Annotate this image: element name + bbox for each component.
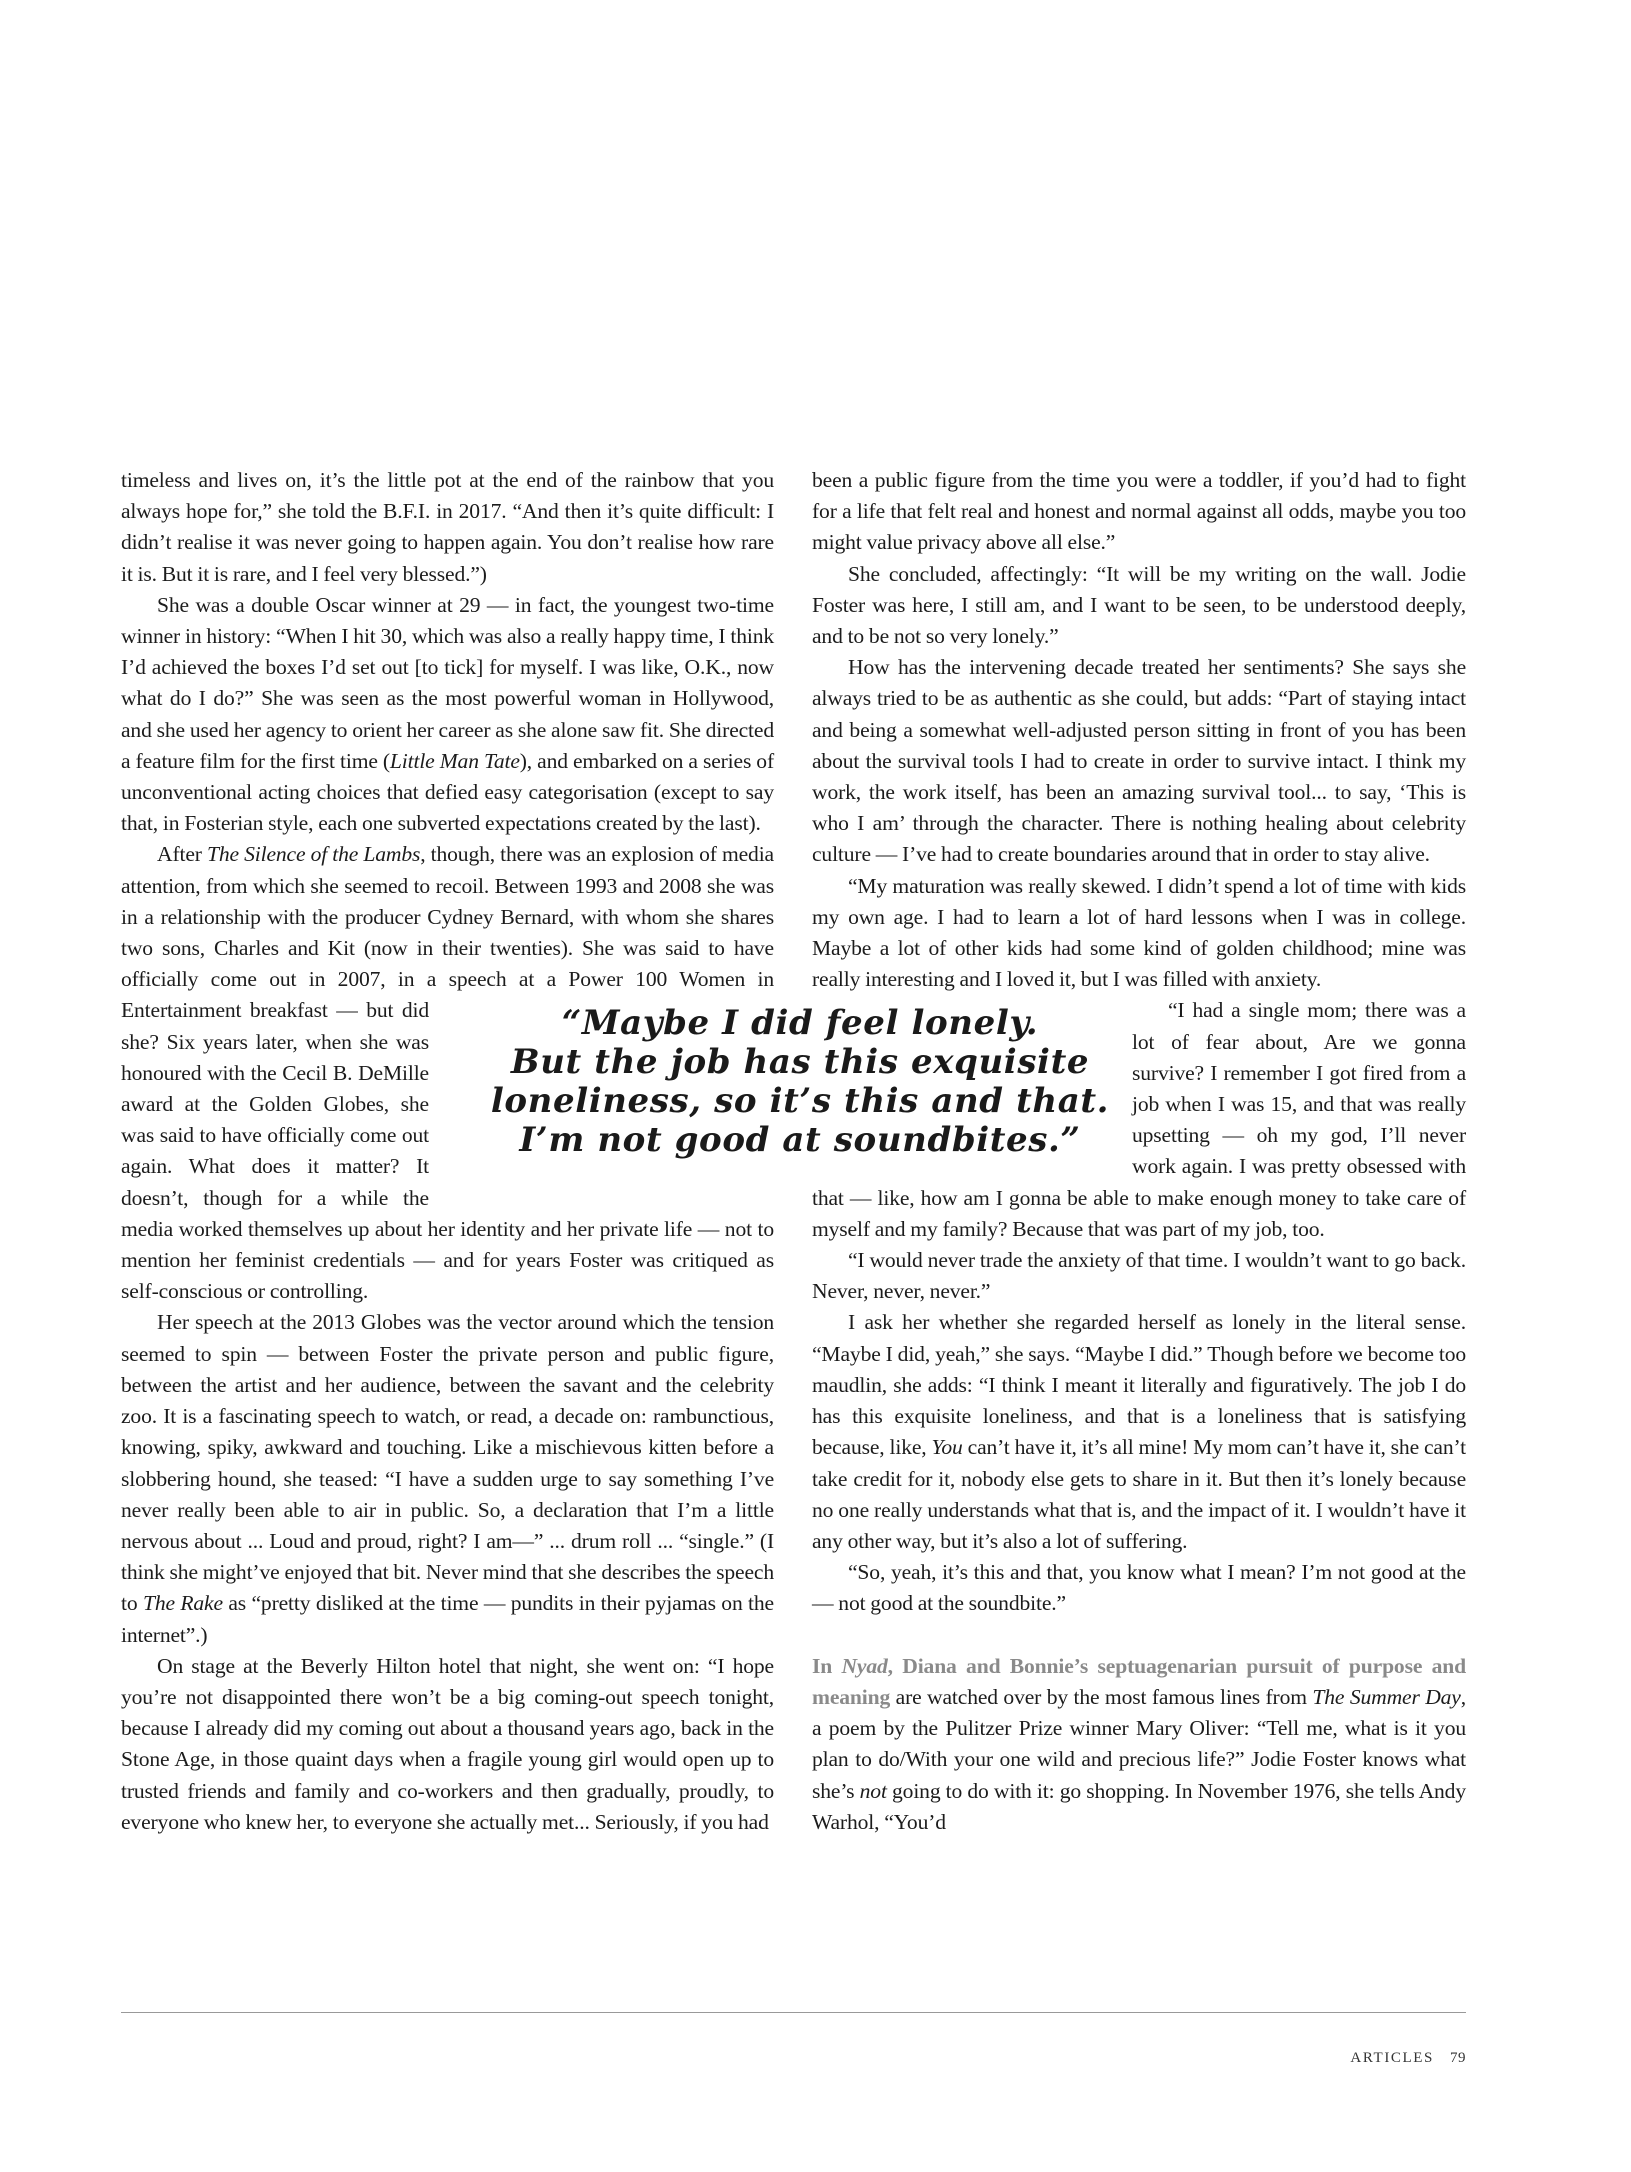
- emphasis: not: [859, 1778, 887, 1803]
- page-number: 79: [1450, 2050, 1466, 2066]
- text-run: can’t have it, it’s all mine! My mom can’t have it, she can’t take credit for it, nobody else gets to share in it. But then it’s lonely because no one really understands what that is, and the impact of it. I wouldn’t have it any other way, but it’s also a lot of suffering.: [812, 1435, 1466, 1553]
- text-run: as “pretty disliked at the time — pundits in their pyjamas on the internet”.): [121, 1591, 774, 1647]
- paragraph: [121, 1307, 774, 1650]
- film-title: The Silence of the Lambs: [207, 842, 421, 867]
- paragraph: [812, 1307, 1466, 1557]
- poem-title: The Summer Day: [1312, 1684, 1461, 1709]
- paragraph: timeless and lives on, it’s the little pot at the end of the rainbow that you always hope for,” she told the B.F.I. in 2017. “And then it’s quite difficult: I didn’t realise it was never going to happen again. You don’t realise how rare it is. But it is rare, and I feel very blessed.”): [121, 468, 774, 586]
- text-run: , though, there was an explosion of media attention, from which she seemed to recoil. Between 1993 and 2008 she was in a relationship with the producer Cydney Bernard, with whom she shares two sons, Charles and Kit (now in their twenties). She was said to have officially come out in 2007, in a speech at a Power 100 Women in Entertainment breakfast — but did she? Six years later, when she was honoured with the Cecil B. DeMille award at the Golden Globes, she was said to have officially come out again. What does it matter? It doesn’t, though for a while the media worked themselves up about her identity and her private life — not to mention her feminist credentials — and for years Foster was critiqued as self-conscious or controlling.: [121, 842, 774, 1304]
- text-run: I ask her whether she regarded herself as lonely in the literal sense. “Maybe I did, yeah,” she says. “Maybe I did.” Though before we become too maudlin, she adds: “I think I meant it literally and figuratively. The job I do has this exquisite loneliness, and that is a loneliness that is satisfying because, like,: [812, 1310, 1466, 1460]
- film-title: Little Man Tate: [389, 748, 520, 773]
- text-run: She was a double Oscar winner at 29 — in fact, the youngest two-time winner in history: “When I hit 30, which was also a really happy time, I think I’d achieved the boxes I’d set out [to tick] for myself. I was like, O.K., now what do I do?” She was seen as the most powerful woman in Hollywood, and she used her agency to orient her career as she alone saw fit. She directed a feature film for the first time (: [121, 592, 774, 773]
- paragraph: How has the intervening decade treated her sentiments? She says she always tried to be as authentic as she could, but adds: “Part of staying intact and being a somewhat well-adjusted person sitting in front of you has been about the survival tools I had to create in order to survive intact. I think my work, the work itself, has been an amazing survival tool... to say, ‘This is who I am’ through the character. There is nothing healing about celebrity culture — I’ve had to create boundaries around that in order to stay alive.: [812, 655, 1466, 867]
- paragraph: been a public figure from the time you were a toddler, if you’d had to fight for a life that felt real and honest and normal against all odds, maybe you too might value privacy above all else.”: [812, 468, 1466, 555]
- text-run: are watched over by the most famous lines from: [890, 1684, 1313, 1709]
- text-run: , a poem by the Pulitzer Prize winner Mary Oliver: “Tell me, what is it you plan to do/With your one wild and precious life?” Jodie Foster knows what she’s: [812, 1684, 1466, 1803]
- section-label: ARTICLES: [1350, 2050, 1434, 2066]
- page-footer: [1350, 2050, 1466, 2067]
- text-run: going to do with it: go shopping. In November 1976, she tells Andy Warhol, “You’d: [812, 1778, 1466, 1834]
- pull-quote-line: I’m not good at soundbites.”: [519, 1120, 1081, 1160]
- paragraph: She concluded, affectingly: “It will be my writing on the wall. Jodie Foster was here, I still am, and I want to be seen, to be understood deeply, and to be not so very lonely.”: [812, 561, 1466, 649]
- pull-quote-line: loneliness, so it’s this and that.: [490, 1081, 1110, 1121]
- paragraph: On stage at the Beverly Hilton hotel that night, she went on: “I hope you’re not disappointed there won’t be a big coming-out speech tonight, because I already did my coming out about a thousand years ago, back in the Stone Age, in those quaint days when a fragile young girl would open up to trusted friends and family and co-workers and then gradually, proudly, to everyone who knew her, to everyone she actually met... Seriously, if you had: [121, 1653, 774, 1834]
- text-run: After: [157, 842, 207, 867]
- paragraph: “I had a single mom; there was a lot of fear about, Are we gonna survive? I remember I got fired from a job when I was 15, and that was really upsetting — oh my god, I’ll never work again. I was pretty obsessed with that — like, how am I gonna be able to make enough money to take care of myself and my family? Because that was part of my job, too.: [812, 995, 1466, 1245]
- paragraph: “My maturation was really skewed. I didn’t spend a lot of time with kids my own age. I had to learn a lot of hard lessons when I was in college. Maybe a lot of other kids had some kind of golden childhood; mine was really interesting and I loved it, but I was filled with anxiety.: [812, 873, 1466, 992]
- footer-rule: [121, 2012, 1466, 2013]
- text-run: Her speech at the 2013 Globes was the vector around which the tension seemed to spin — between Foster the private person and public figure, between the artist and her audience, between the savant and the celebrity zoo. It is a fascinating speech to watch, or read, a decade on: rambunctious, knowing, spiky, awkward and touching. Like a mischievous kitten before a slobbering hound, she teased: “I have a sudden urge to say something I’ve never really been able to air in public. So, a declaration that I’m a little nervous about ... Loud and proud, right? I am—” ... drum roll ... “single.” (I think she might’ve enjoyed that bit. Never mind that she describes the speech to: [121, 1310, 774, 1616]
- emphasis: You: [931, 1435, 963, 1460]
- pull-quote-line: But the job has this exquisite: [510, 1042, 1090, 1082]
- paragraph: [121, 590, 774, 840]
- paragraph: “So, yeah, it’s this and that, you know what I mean? I’m not good at the — not good at the soundbite.”: [812, 1560, 1466, 1616]
- lead-in: In Nyad, Diana and Bonnie’s septuagenarian pursuit of purpose and meaning: [812, 1653, 1466, 1709]
- paragraph: “I would never trade the anxiety of that time. I wouldn’t want to go back. Never, never, never.”: [812, 1248, 1466, 1304]
- pull-quote-line: “Maybe I did feel lonely.: [561, 1003, 1039, 1043]
- text-run: ), and embarked on a series of unconventional acting choices that defied easy categorisation (except to say that, in Fosterian style, each one subverted expectations created by the last).: [121, 748, 774, 836]
- magazine-title: The Rake: [142, 1591, 223, 1616]
- pull-quote: [455, 1004, 1145, 1160]
- section-lead-paragraph: [812, 1651, 1466, 1838]
